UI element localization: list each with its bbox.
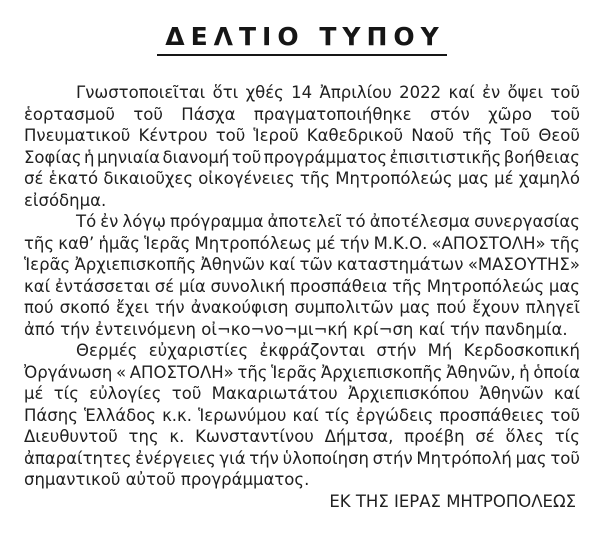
text-line: ἀπό τήν ἐντεινόμενη οἰ¬κο¬νο¬μι¬κή κρί¬ση καί τήν πανδημία.	[24, 319, 568, 339]
title-container	[24, 22, 580, 56]
text-line: σέ ἑκατό δικαιοῦχες οἰκογένειες τῆς Μητροπόλεώς μας μέ χαμηλό	[24, 169, 580, 188]
text-line: Πνευματικοῦ Κέντρου τοῦ Ἱεροῦ Καθεδρικοῦ Ναοῦ τῆς Τοῦ Θεοῦ	[24, 126, 580, 145]
text-line: Πάσης Ἑλλάδος κ.κ. Ἱερωνύμου καί τίς ἐργώδεις προσπάθειες τοῦ	[24, 405, 580, 425]
text-line: Τό ἐν λόγῳ πρόγραμμα ἀποτελεῖ τό ἀποτέλεσμα συνεργασίας	[76, 212, 580, 231]
signature-line: ΕΚ ΤΗΣ ΙΕΡΑΣ ΜΗΤΡΟΠΟΛΕΩΣ	[329, 491, 576, 511]
paragraph	[24, 340, 580, 491]
text-line: τῆς καθ’ ἡμᾶς Ἱερᾶς Μητροπόλεως μέ τήν Μ.Κ.Ο. «ΑΠΟΣΤΟΛΗ» τῆς	[24, 233, 580, 253]
paragraph	[24, 82, 580, 211]
text-line: πού σκοπό ἔχει τήν ἀνακούφιση συμπολιτῶν μας πού ἔχουν πληγεῖ	[24, 298, 580, 317]
text-line: Διευθυντοῦ της κ. Κωνσταντίνου Δήμτσα, προέβη σέ ὅλες τίς	[24, 427, 580, 446]
text-line: Ὀργάνωση « ΑΠΟΣΤΟΛΗ» τῆς Ἱερᾶς Ἀρχιεπισκοπῆς Ἀθηνῶν, ἡ ὁποία	[24, 362, 580, 382]
text-line: Γνωστοποιεῖται ὅτι χθές 14 Ἀπριλίου 2022 καί ἐν ὄψει τοῦ	[76, 83, 580, 102]
text-line: μέ τίς εὐλογίες τοῦ Μακαριωτάτου Ἀρχιεπισκόπου Ἀθηνῶν καί	[24, 384, 580, 403]
text-line: Ἱερᾶς Ἀρχιεπισκοπῆς Ἀθηνῶν καί τῶν καταστημάτων «ΜΑΣΟΥΤΗΣ»	[24, 255, 580, 274]
text-line: Σοφίας ἡ μηνιαία διανομή τοῦ προγράμματος ἐπισιτιστικῆς βοήθειας	[24, 147, 580, 167]
text-line: ἀπαραίτητες ἐνέργειες γιά τήν ὑλοποίηση στήν Μητρόπολή μας τοῦ	[24, 448, 580, 468]
text-line: Θερμές εὐχαριστίες ἐκφράζονται στήν Μή Κερδοσκοπική	[76, 341, 580, 360]
text-line: σημαντικοῦ αὐτοῦ προγράμματος.	[24, 470, 310, 489]
text-line: ἑορτασμοῦ τοῦ Πάσχα πραγματοποιήθηκε στόν χῶρο τοῦ	[24, 104, 580, 124]
paragraph	[24, 211, 580, 340]
document-title: ΔΕΛΤΙΟ ΤΥΠΟΥ	[157, 22, 447, 56]
text-line: εἰσόδημα.	[24, 190, 107, 210]
text-line: καί ἐντάσσεται σέ μία συνολική προσπάθεια τῆς Μητροπόλεώς μας	[24, 276, 580, 296]
